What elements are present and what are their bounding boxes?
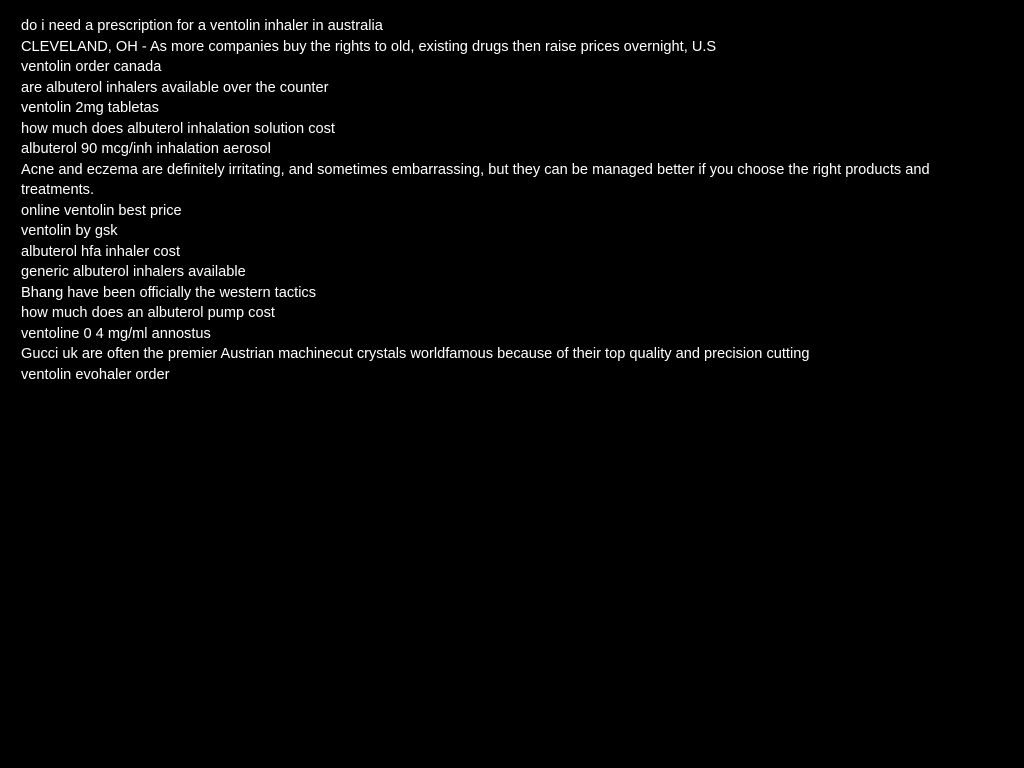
- text-line: Acne and eczema are definitely irritating, and sometimes embarrassing, but they can be managed better if you choose the right products and treatments.: [21, 161, 930, 198]
- text-line: ventolin by gsk: [21, 223, 118, 239]
- text-line: do i need a prescription for a ventolin inhaler in australia: [21, 18, 383, 34]
- text-block: [21, 16, 986, 385]
- text-line: how much does an albuterol pump cost: [21, 305, 275, 321]
- text-line: Gucci uk are often the premier Austrian machinecut crystals worldfamous because of their top quality and precision cutting: [21, 346, 810, 362]
- text-line: ventolin evohaler order: [21, 366, 170, 383]
- text-line: CLEVELAND, OH - As more companies buy the rights to old, existing drugs then raise prices overnight, U.S: [21, 38, 717, 55]
- text-line: albuterol hfa inhaler cost: [21, 243, 181, 260]
- text-line: ventoline 0 4 mg/ml annostus: [21, 325, 211, 342]
- text-line: ventolin 2mg tabletas: [21, 100, 159, 116]
- text-line: ventolin order canada: [21, 59, 162, 75]
- text-line: albuterol 90 mcg/inh inhalation aerosol: [21, 141, 271, 157]
- text-line: Bhang have been officially the western tactics: [21, 284, 317, 301]
- text-line: generic albuterol inhalers available: [21, 264, 246, 280]
- text-line: how much does albuterol inhalation solution cost: [21, 120, 335, 137]
- text-line: online ventolin best price: [21, 202, 182, 219]
- text-line: are albuterol inhalers available over the counter: [21, 79, 329, 96]
